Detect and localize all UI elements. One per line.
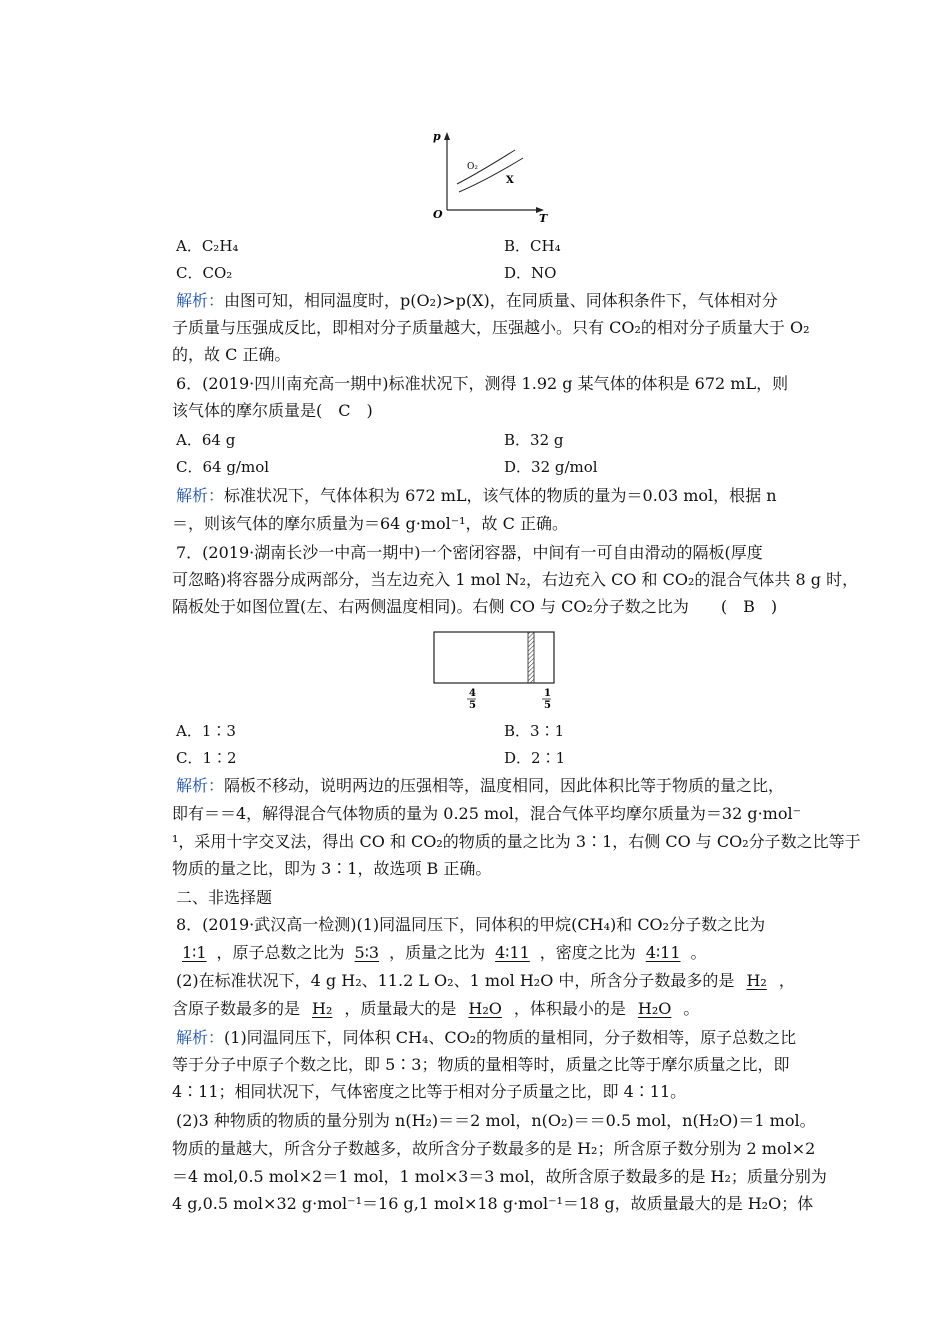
answer-blank: H₂O [468, 999, 502, 1018]
origin-label: O [433, 208, 443, 221]
q8-explanation-line6: ＝4 mol,0.5 mol×2＝1 mol，1 mol×3＝3 mol，故所含原子数最多的是 H₂；质量分别为 [172, 1167, 827, 1186]
q5-explanation-line3: 的，故 C 正确。 [172, 345, 291, 364]
q6-stem-line1: 6．(2019·四川南充高一期中)标准状况下，测得 1.92 g 某气体的体积是 672 mL，则 [176, 374, 789, 393]
q7-stem-line2: 可忽略)将容器分成两部分，当左边充入 1 mol N₂，右边充入 CO 和 CO₂的混合气体共 8 g 时， [172, 570, 859, 589]
right-fraction-numerator: 1 [544, 688, 551, 699]
q5-option-a: A．C₂H₄ [176, 237, 239, 255]
x-axis-label: T [539, 212, 548, 223]
q7-stem-line1: 7．(2019·湖南长沙一中高一期中)一个密闭容器，中间有一可自由滑动的隔板(厚度 [176, 543, 763, 562]
q7-option-a: A．1∶3 [176, 722, 236, 740]
q8-explanation-line2: 等于分子中原子个数之比，即 5∶3；物质的量相等时，质量之比等于摩尔质量之比，即 [172, 1055, 790, 1074]
q6-option-b: B．32 g [504, 431, 564, 449]
answer-blank: 4∶11 [645, 943, 681, 962]
q5-explanation-line1: 解析：由图可知，相同温度时，p(O₂)>p(X)，在同质量、同体积条件下，气体相对分 [176, 291, 778, 310]
q5-explanation-line2: 子质量与压强成反比，即相对分子质量越大，压强越小。只有 CO₂的相对分子质量大于 O₂ [172, 318, 810, 337]
pressure-temperature-graph [425, 128, 555, 223]
q8-stem-line1: 8．(2019·武汉高一检测)(1)同温同压下，同体积的甲烷(CH₄)和 CO₂分子数之比为 [176, 915, 766, 934]
right-fraction-denominator: 5 [544, 700, 551, 710]
left-fraction-denominator: 5 [469, 700, 476, 710]
q5-option-d: D．NO [504, 264, 557, 282]
answer-blank: H₂O [637, 999, 672, 1018]
left-fraction-numerator: 4 [469, 688, 476, 699]
partition-plate [528, 632, 534, 683]
q5-option-c: C．CO₂ [176, 264, 233, 282]
q8-stem-line4: 含原子数最多的是 H₂ ，质量最大的是 H₂O ，体积最小的是 H₂O 。 [172, 999, 700, 1018]
q6-explanation-line2: ＝，则该气体的摩尔质量为＝64 g·mol⁻¹，故 C 正确。 [172, 514, 568, 533]
q6-explanation-line1: 解析：标准状况下，气体体积为 672 mL，该气体的物质的量为＝0.03 mol，根据 n [176, 486, 777, 505]
answer-blank: 4∶11 [495, 943, 530, 962]
curve-x-label: X [506, 175, 514, 186]
q7-option-d: D．2∶1 [504, 749, 566, 767]
q8-explanation-line3: 4∶11；相同状况下，气体密度之比等于相对分子质量之比，即 4∶11。 [172, 1082, 687, 1101]
q6-stem-line2: 该气体的摩尔质量是( C ) [172, 401, 373, 420]
curve-o2-label: O₂ [467, 162, 478, 172]
q5-option-b: B．CH₄ [504, 237, 561, 255]
q8-explanation-line7: 4 g,0.5 mol×32 g·mol⁻¹＝16 g,1 mol×18 g·mol⁻¹＝18 g，故质量最大的是 H₂O；体 [172, 1194, 814, 1213]
q7-explanation-line2: 即有＝＝4，解得混合气体物质的量为 0.25 mol，混合气体平均摩尔质量为＝32 g·mol⁻ [172, 804, 802, 823]
q7-explanation-line1: 解析：隔板不移动，说明两边的压强相等，温度相同，因此体积比等于物质的量之比， [176, 776, 785, 795]
q8-stem-line3: (2)在标准状况下，4 g H₂、11.2 L O₂、1 mol H₂O 中，所含分子数最多的是 H₂ ， [176, 971, 795, 990]
q7-explanation-line4: 物质的量之比，即为 3∶1，故选项 B 正确。 [172, 859, 492, 878]
q8-explanation-line5: 物质的量越大，所含分子数越多，故所含分子数最多的是 H₂；所含原子数分别为 2 mol×2 [172, 1139, 816, 1158]
container-box [434, 632, 554, 683]
answer-blank: 1∶1 [182, 943, 207, 962]
answer-blank: H₂ [312, 999, 333, 1018]
explanation-label: 解析： [176, 291, 225, 310]
q7-stem-line3: 隔板处于如图位置(左、右两侧温度相同)。右侧 CO 与 CO₂分子数之比为 ( B ) [172, 597, 778, 616]
q7-option-c: C．1∶2 [176, 749, 237, 767]
q7-explanation-line3: ¹，采用十字交叉法，得出 CO 和 CO₂的物质的量之比为 3∶1，右侧 CO 与 CO₂分子数之比等于 [172, 832, 861, 851]
y-axis-label: p [433, 130, 441, 143]
explanation-label: 解析： [176, 1028, 225, 1047]
explanation-label: 解析： [176, 486, 225, 505]
q8-explanation-line4: (2)3 种物质的物质的量分别为 n(H₂)＝＝2 mol，n(O₂)＝＝0.5 mol，n(H₂O)＝1 mol。 [176, 1111, 816, 1130]
q6-option-d: D．32 g/mol [504, 458, 598, 476]
q8-explanation-line1: 解析：(1)同温同压下，同体积 CH₄、CO₂的物质的量相同，分子数相等，原子总数之比 [176, 1028, 797, 1047]
section-heading: 二、非选择题 [176, 888, 273, 907]
answer-blank: H₂ [746, 971, 767, 990]
q6-option-a: A．64 g [176, 431, 236, 449]
explanation-label: 解析： [176, 776, 225, 795]
y-axis-arrow [444, 132, 450, 140]
q7-option-b: B．3∶1 [504, 722, 565, 740]
container-partition-diagram [430, 630, 560, 710]
q6-option-c: C．64 g/mol [176, 458, 270, 476]
answer-blank: 5∶3 [354, 943, 380, 962]
q8-stem-line2: 1∶1 ，原子总数之比为 5∶3 ，质量之比为 4∶11 ，密度之比为 4∶11 。 [172, 943, 707, 963]
